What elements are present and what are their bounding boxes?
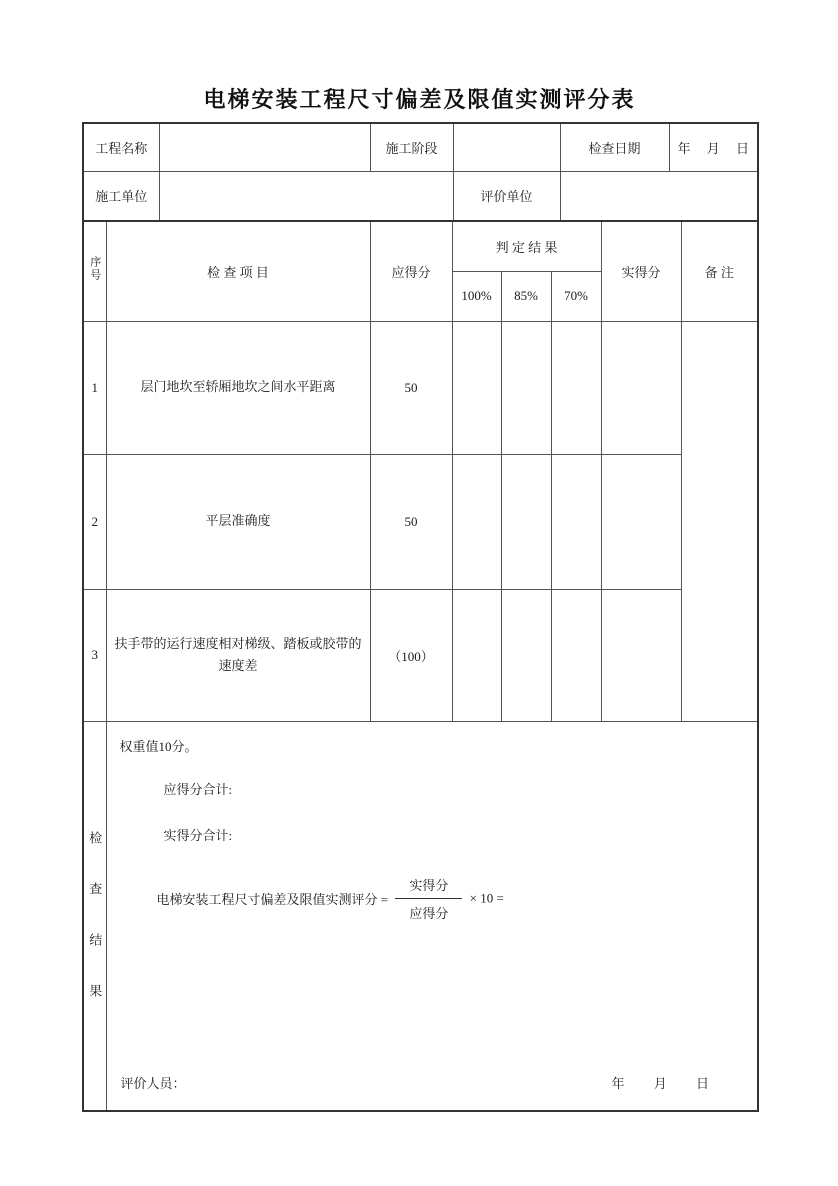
inspection-item-text: 扶手带的运行速度相对梯级、踏板或胶带的速度差 xyxy=(106,589,370,721)
project-name-field[interactable] xyxy=(159,123,370,171)
header-level-100: 100% xyxy=(452,271,501,321)
judgment-85-cell[interactable] xyxy=(501,321,551,454)
header-level-70: 70% xyxy=(551,271,601,321)
actual-score-cell[interactable] xyxy=(601,321,681,454)
project-name-label: 工程名称 xyxy=(83,123,159,171)
formula-numerator: 实得分 xyxy=(395,874,462,899)
inspection-item-text: 平层准确度 xyxy=(106,454,370,589)
header-seq-no: 序号 xyxy=(83,221,106,321)
result-section-label: 检查结果 xyxy=(87,830,103,1035)
construction-unit-field[interactable] xyxy=(159,171,453,221)
score-table xyxy=(82,220,759,1112)
judgment-100-cell[interactable] xyxy=(452,321,501,454)
inspection-date-field[interactable]: 年 月 日 xyxy=(669,123,758,171)
due-score-value: 50 xyxy=(370,454,452,589)
actual-score-cell[interactable] xyxy=(601,589,681,721)
judgment-70-cell[interactable] xyxy=(551,454,601,589)
header-due-score: 应得分 xyxy=(370,221,452,321)
judgment-70-cell[interactable] xyxy=(551,321,601,454)
evaluator-row xyxy=(107,1073,758,1092)
evaluation-date: 年 月 日 xyxy=(611,1075,709,1091)
evaluator-label: 评价人员： xyxy=(120,1075,186,1091)
formula-fraction xyxy=(395,874,462,923)
weight-note: 权重值10分。 xyxy=(119,738,198,754)
judgment-70-cell[interactable] xyxy=(551,589,601,721)
judgment-100-cell[interactable] xyxy=(452,589,501,721)
info-table xyxy=(82,122,759,222)
inspection-date-label: 检查日期 xyxy=(560,123,669,171)
row-no: 1 xyxy=(83,321,106,454)
judgment-85-cell[interactable] xyxy=(501,454,551,589)
result-section xyxy=(106,721,758,1111)
formula-denominator: 应得分 xyxy=(409,905,449,921)
table-row xyxy=(83,589,758,721)
page-title: 电梯安装工程尺寸偏差及限值实测评分表 xyxy=(203,87,636,112)
due-score-value: 50 xyxy=(370,321,452,454)
remark-cell[interactable] xyxy=(681,321,758,721)
table-row xyxy=(83,454,758,589)
actual-total-label: 实得分合计: xyxy=(163,827,233,843)
header-actual-score: 实得分 xyxy=(601,221,681,321)
due-score-value: （100） xyxy=(370,589,452,721)
construction-unit-label: 施工单位 xyxy=(83,171,159,221)
row-no: 2 xyxy=(83,454,106,589)
inspection-item-text: 层门地坎至轿厢地坎之间水平距离 xyxy=(106,321,370,454)
header-level-85: 85% xyxy=(501,271,551,321)
judgment-100-cell[interactable] xyxy=(452,454,501,589)
formula-suffix: × 10 = xyxy=(469,890,504,905)
due-total-label: 应得分合计: xyxy=(163,781,233,797)
construction-stage-field[interactable] xyxy=(453,123,560,171)
construction-stage-label: 施工阶段 xyxy=(370,123,453,171)
row-no: 3 xyxy=(83,589,106,721)
header-judgment-result: 判 定 结 果 xyxy=(452,221,601,271)
header-inspection-item: 检 查 项 目 xyxy=(106,221,370,321)
table-row xyxy=(83,321,758,454)
judgment-85-cell[interactable] xyxy=(501,589,551,721)
result-section-label-cell xyxy=(83,721,106,1111)
header-remark: 备 注 xyxy=(681,221,758,321)
evaluation-unit-label: 评价单位 xyxy=(453,171,560,221)
evaluation-unit-field[interactable] xyxy=(560,171,758,221)
actual-score-cell[interactable] xyxy=(601,454,681,589)
score-formula xyxy=(157,874,758,923)
formula-prefix: 电梯安装工程尺寸偏差及限值实测评分 = xyxy=(156,891,389,907)
